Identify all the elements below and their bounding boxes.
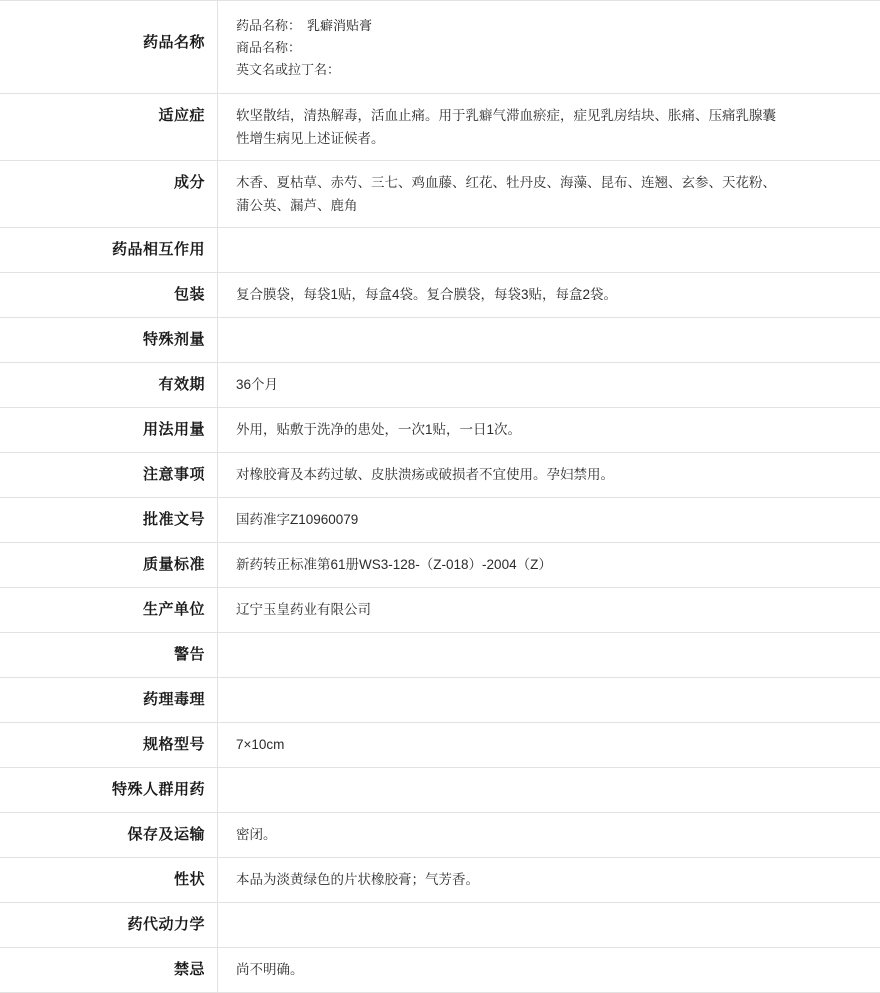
drug-info-table-body xyxy=(0,1,880,993)
row-label: 特殊人群用药 xyxy=(0,768,218,813)
row-value-line: 复合膜袋，每袋1贴，每盒4袋。复合膜袋，每袋3贴，每盒2袋。 xyxy=(236,283,864,306)
row-value-line: 国药准字Z10960079 xyxy=(236,508,864,531)
row-value-line: 辽宁玉皇药业有限公司 xyxy=(236,598,864,621)
row-value-empty xyxy=(236,238,864,262)
row-value xyxy=(218,948,880,993)
row-value-empty xyxy=(236,328,864,352)
row-value xyxy=(218,588,880,633)
row-label: 警告 xyxy=(0,633,218,678)
row-value-line: 木香、夏枯草、赤芍、三七、鸡血藤、红花、牡丹皮、海藻、昆布、连翘、玄参、天花粉、 xyxy=(236,171,864,194)
name-line-key: 商品名称： xyxy=(236,40,301,55)
row-label: 用法用量 xyxy=(0,408,218,453)
name-line-key: 英文名或拉丁名： xyxy=(236,62,340,77)
row-value-empty xyxy=(236,778,864,802)
row-label: 注意事项 xyxy=(0,453,218,498)
row-value-line: 本品为淡黄绿色的片状橡胶膏；气芳香。 xyxy=(236,868,864,891)
row-label: 适应症 xyxy=(0,94,218,161)
row-label: 禁忌 xyxy=(0,948,218,993)
table-row xyxy=(0,633,880,678)
row-value xyxy=(218,1,880,94)
row-label: 性状 xyxy=(0,858,218,903)
row-label: 药理毒理 xyxy=(0,678,218,723)
row-value xyxy=(218,723,880,768)
table-row xyxy=(0,498,880,543)
row-label: 包装 xyxy=(0,273,218,318)
table-row xyxy=(0,903,880,948)
row-value xyxy=(218,318,880,363)
table-row xyxy=(0,768,880,813)
row-value xyxy=(218,363,880,408)
table-row xyxy=(0,318,880,363)
table-row xyxy=(0,273,880,318)
name-line xyxy=(236,59,864,81)
table-row xyxy=(0,228,880,273)
row-label: 生产单位 xyxy=(0,588,218,633)
table-row xyxy=(0,1,880,94)
row-value-empty xyxy=(236,688,864,712)
row-value-line: 密闭。 xyxy=(236,823,864,846)
table-row xyxy=(0,161,880,228)
table-row xyxy=(0,723,880,768)
row-value xyxy=(218,903,880,948)
row-label: 成分 xyxy=(0,161,218,228)
row-value xyxy=(218,453,880,498)
row-value-empty xyxy=(236,643,864,667)
name-line xyxy=(236,15,864,37)
row-value xyxy=(218,633,880,678)
row-label: 药品名称 xyxy=(0,1,218,94)
row-value xyxy=(218,498,880,543)
row-label: 药品相互作用 xyxy=(0,228,218,273)
name-line-value: 乳癖消贴膏 xyxy=(307,18,372,33)
name-line-key: 药品名称： xyxy=(236,18,301,33)
row-value-line: 软坚散结，清热解毒，活血止痛。用于乳癖气滞血瘀症，症见乳房结块、胀痛、压痛乳腺囊 xyxy=(236,104,864,127)
row-value xyxy=(218,273,880,318)
row-value xyxy=(218,94,880,161)
row-value-line: 性增生病见上述证候者。 xyxy=(236,127,864,150)
row-label: 质量标准 xyxy=(0,543,218,588)
row-value-line: 7×10cm xyxy=(236,733,864,756)
table-row xyxy=(0,94,880,161)
table-row xyxy=(0,858,880,903)
row-value-empty xyxy=(236,913,864,937)
row-value-line: 外用，贴敷于洗净的患处，一次1贴，一日1次。 xyxy=(236,418,864,441)
table-row xyxy=(0,543,880,588)
row-label: 药代动力学 xyxy=(0,903,218,948)
row-value-line: 36个月 xyxy=(236,373,864,396)
name-line xyxy=(236,37,864,59)
table-row xyxy=(0,948,880,993)
row-label: 特殊剂量 xyxy=(0,318,218,363)
row-value xyxy=(218,813,880,858)
row-label: 保存及运输 xyxy=(0,813,218,858)
table-row xyxy=(0,408,880,453)
row-value xyxy=(218,858,880,903)
table-row xyxy=(0,678,880,723)
row-label: 批准文号 xyxy=(0,498,218,543)
row-value xyxy=(218,543,880,588)
row-label: 规格型号 xyxy=(0,723,218,768)
row-value-line: 尚不明确。 xyxy=(236,958,864,981)
table-row xyxy=(0,453,880,498)
table-row xyxy=(0,588,880,633)
row-value-line: 新药转正标准第61册WS3-128-（Z-018）-2004（Z） xyxy=(236,553,864,576)
row-value xyxy=(218,678,880,723)
row-value xyxy=(218,228,880,273)
row-value-line: 蒲公英、漏芦、鹿角 xyxy=(236,194,864,217)
row-value xyxy=(218,161,880,228)
table-row xyxy=(0,813,880,858)
table-row xyxy=(0,363,880,408)
row-label: 有效期 xyxy=(0,363,218,408)
row-value xyxy=(218,768,880,813)
row-value xyxy=(218,408,880,453)
row-value-line: 对橡胶膏及本药过敏、皮肤溃疡或破损者不宜使用。孕妇禁用。 xyxy=(236,463,864,486)
